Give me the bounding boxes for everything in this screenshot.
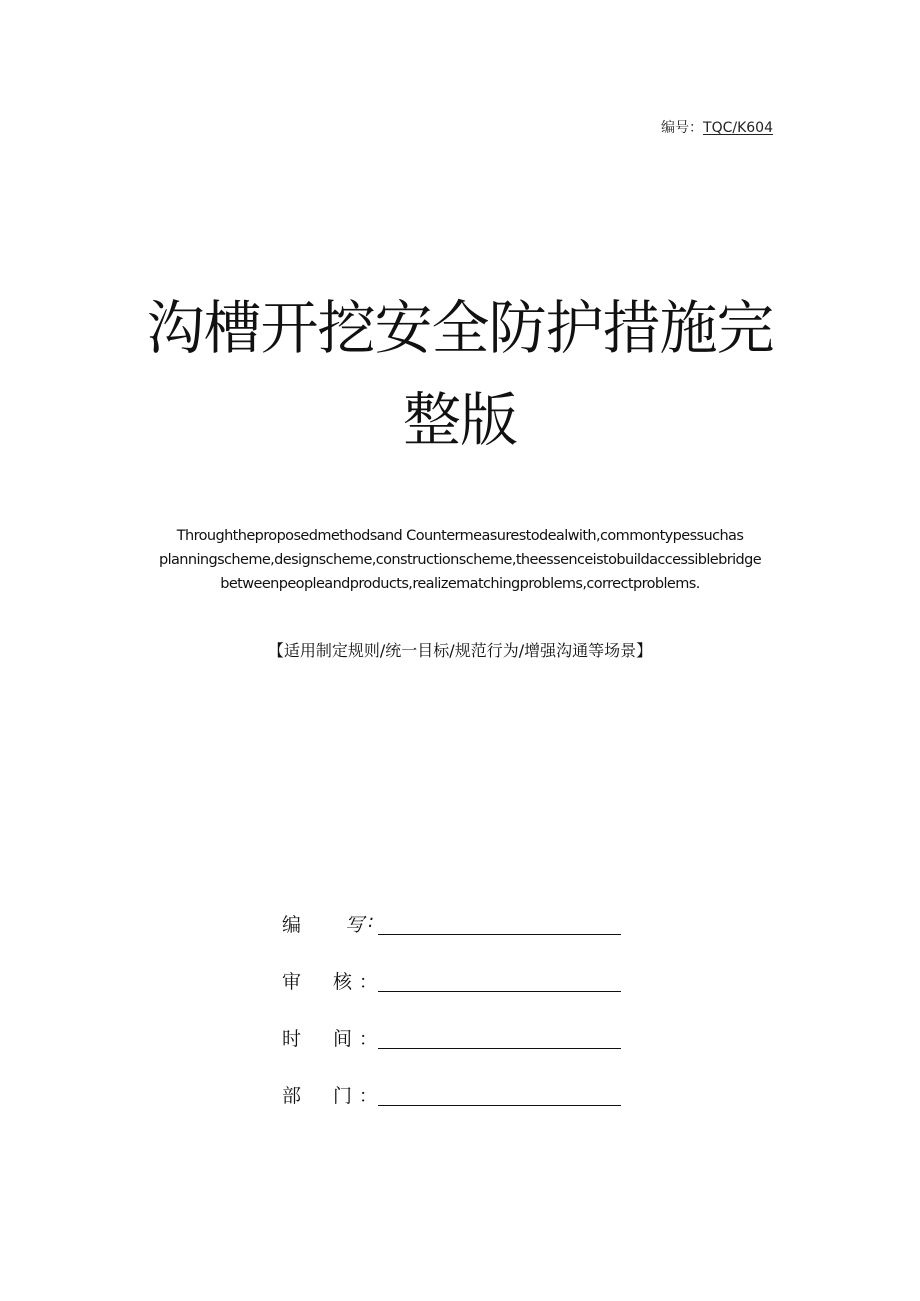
document-title-line-1: 沟槽开挖安全防护措施完 <box>146 294 774 362</box>
field-department-label-2: 门 <box>333 1085 353 1107</box>
field-author-blank-line[interactable] <box>378 934 621 935</box>
field-time-label-1: 时 <box>282 1028 302 1050</box>
field-department-label-1: 部 <box>282 1085 302 1107</box>
document-title-line-2: 整版 <box>402 386 517 454</box>
field-department <box>281 1076 641 1133</box>
field-reviewer-label-2: 核 <box>333 971 353 993</box>
field-reviewer-blank-line[interactable] <box>378 991 621 992</box>
field-department-colon: ： <box>359 1086 377 1107</box>
field-reviewer <box>281 962 641 1019</box>
document-description <box>130 524 790 596</box>
field-time <box>281 1019 641 1076</box>
field-time-label-2: 间 <box>333 1028 353 1050</box>
document-title <box>0 282 920 466</box>
description-line-1: Throughtheproposedmethodsand Countermeasurestodealwith,commontypessuchas <box>176 528 744 544</box>
description-line-3: betweenpeopleandproducts,realizematchingproblems,correctproblems. <box>220 576 700 592</box>
field-author <box>281 905 641 962</box>
field-author-label-1: 编 <box>282 914 302 936</box>
signature-fields <box>281 905 641 1133</box>
field-time-blank-line[interactable] <box>378 1048 621 1049</box>
applicable-scenario: 【适用制定规则/统一目标/规范行为/增强沟通等场景】 <box>267 641 653 660</box>
description-line-2: planningscheme,designscheme,constructionscheme,theessenceistobuildaccessiblebridge <box>158 552 762 568</box>
field-author-colon: : <box>368 911 375 932</box>
field-author-label-2: 写 <box>345 914 365 936</box>
field-department-blank-line[interactable] <box>378 1105 621 1106</box>
document-number-label: 编号： <box>661 120 704 136</box>
document-number <box>661 117 773 137</box>
field-reviewer-label-1: 审 <box>282 971 302 993</box>
field-reviewer-colon: ： <box>359 972 377 993</box>
document-number-value: TQC/K604 <box>703 120 773 136</box>
field-time-colon: ： <box>359 1029 377 1050</box>
